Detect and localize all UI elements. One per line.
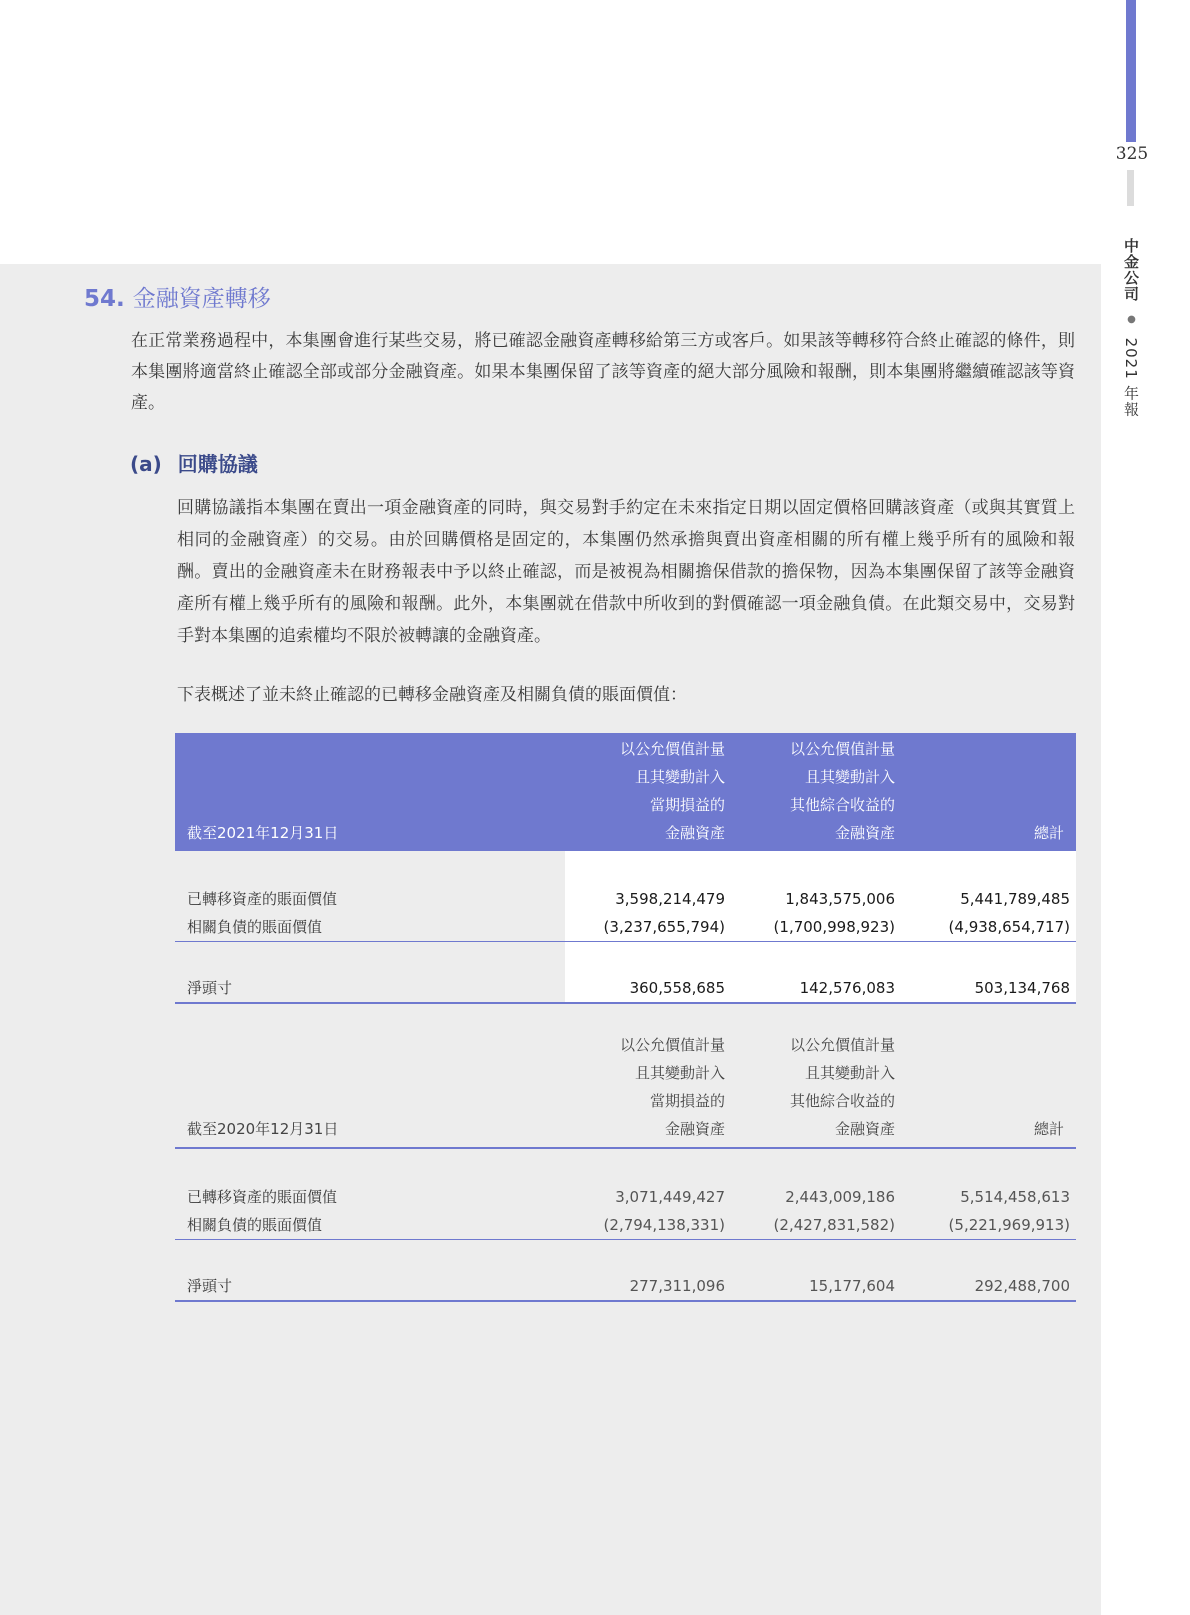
table-row <box>175 885 1076 913</box>
header-line: 其他綜合收益的 <box>789 796 895 814</box>
row-value: 1,843,575,006 <box>785 890 895 908</box>
subsection-label: (a) <box>130 452 162 476</box>
table-header <box>175 1031 1076 1149</box>
intro-paragraph: 在正常業務過程中，本集團會進行某些交易，將已確認金融資產轉移給第三方或客戶。如果該等轉移符合終止確認的條件，則本集團將適當終止確認全部或部分金融資產。如果本集團保留了該等資產的絕大部分風險和報酬，則本集團將繼續確認該等資產。 <box>131 331 1075 413</box>
table-2021 <box>175 733 1076 1004</box>
side-report-year: 2021 年報 <box>1122 337 1140 418</box>
row-value: 360,558,685 <box>629 979 725 997</box>
table-2020 <box>175 1031 1076 1302</box>
row-value: 15,177,604 <box>809 1277 895 1295</box>
row-value: 5,514,458,613 <box>960 1188 1070 1206</box>
row-value: 292,488,700 <box>974 1277 1070 1295</box>
row-value: (3,237,655,794) <box>603 918 725 936</box>
table-row <box>175 913 1076 941</box>
header-line: 當期損益的 <box>649 796 725 814</box>
table-header <box>175 733 1076 851</box>
row-label: 相關負債的賬面價值 <box>187 1216 323 1234</box>
row-divider <box>175 941 1076 942</box>
side-accent-bar <box>1126 0 1136 142</box>
header-line: 當期損益的 <box>649 1092 725 1110</box>
side-separator-dot: ● <box>1126 313 1137 326</box>
header-line: 總計 <box>1033 824 1064 842</box>
header-line: 其他綜合收益的 <box>789 1092 895 1110</box>
net-position-row <box>175 1272 1076 1300</box>
header-col-fvoci <box>790 1031 895 1143</box>
row-value: 2,443,009,186 <box>785 1188 895 1206</box>
header-line: 總計 <box>1033 1120 1064 1138</box>
table-end-line <box>175 1300 1076 1302</box>
row-value: (5,221,969,913) <box>948 1216 1070 1234</box>
row-value: 3,071,449,427 <box>615 1188 725 1206</box>
header-line: 以公允價值計量 <box>789 740 895 758</box>
row-value: (2,427,831,582) <box>773 1216 895 1234</box>
subsection-title <box>130 448 258 477</box>
header-date: 截至2020年12月31日 <box>187 1120 339 1138</box>
row-value: 503,134,768 <box>974 979 1070 997</box>
row-label: 已轉移資產的賬面價值 <box>187 890 338 908</box>
table-end-line <box>175 1002 1076 1004</box>
row-value: 277,311,096 <box>629 1277 725 1295</box>
row-value: 3,598,214,479 <box>615 890 725 908</box>
row-value: 5,441,789,485 <box>960 890 1070 908</box>
row-divider <box>175 1239 1076 1240</box>
subsection-body: 回購協議指本集團在賣出一項金融資產的同時，與交易對手約定在未來指定日期以固定價格回購該資產（或與其實質上相同的金融資產）的交易。由於回購價格是固定的，本集團仍然承擔與賣出資產相關的所有權上幾乎所有的風險和報酬。賣出的金融資產未在財務報表中予以終止確認，而是被視為相關擔保借款的擔保物，因為本集團保留了該等金融資產所有權上幾乎所有的風險和報酬。此外，本集團就在借款中所收到的對價確認一項金融負債。在此類交易中，交易對手對本集團的追索權均不限於被轉讓的金融資產。 <box>177 498 1075 646</box>
row-value: (4,938,654,717) <box>948 918 1070 936</box>
header-line: 以公允價值計量 <box>619 740 725 758</box>
row-value: (2,794,138,331) <box>603 1216 725 1234</box>
header-line: 金融資產 <box>834 824 895 842</box>
header-line: 金融資產 <box>834 1120 895 1138</box>
table-row <box>175 1183 1076 1211</box>
table-body <box>175 1149 1076 1302</box>
row-value: 142,576,083 <box>799 979 895 997</box>
header-line: 且其變動計入 <box>634 1064 725 1082</box>
row-label: 相關負債的賬面價值 <box>187 918 323 936</box>
header-line: 金融資產 <box>664 1120 725 1138</box>
table-row <box>175 1211 1076 1239</box>
header-col-fvoci <box>790 735 895 847</box>
section-title-text: 金融資產轉移 <box>132 286 271 312</box>
header-col-total <box>1034 1115 1064 1143</box>
row-value: (1,700,998,923) <box>773 918 895 936</box>
table-intro: 下表概述了並未終止確認的已轉移金融資產及相關負債的賬面價值： <box>177 685 687 705</box>
header-date: 截至2021年12月31日 <box>187 824 339 842</box>
section-number: 54. <box>84 286 125 312</box>
header-line: 金融資產 <box>664 824 725 842</box>
section-title <box>84 280 271 313</box>
header-line: 且其變動計入 <box>804 768 895 786</box>
side-company-name: 中金公司 <box>1122 238 1140 302</box>
header-line: 以公允價值計量 <box>619 1036 725 1054</box>
header-line: 以公允價值計量 <box>789 1036 895 1054</box>
page-number: 325 <box>1115 144 1149 164</box>
table-body <box>175 851 1076 1004</box>
side-grey-bar <box>1127 170 1134 206</box>
subsection-title-text: 回購協議 <box>177 452 258 476</box>
row-label: 已轉移資產的賬面價值 <box>187 1188 338 1206</box>
header-line: 且其變動計入 <box>634 768 725 786</box>
row-label: 淨頭寸 <box>187 979 233 997</box>
side-report-label <box>1120 238 1142 418</box>
net-position-row <box>175 974 1076 1002</box>
header-col-total <box>1034 819 1064 847</box>
header-col-fvtpl <box>620 1031 725 1143</box>
header-line: 且其變動計入 <box>804 1064 895 1082</box>
row-label: 淨頭寸 <box>187 1277 233 1295</box>
header-col-fvtpl <box>620 735 725 847</box>
